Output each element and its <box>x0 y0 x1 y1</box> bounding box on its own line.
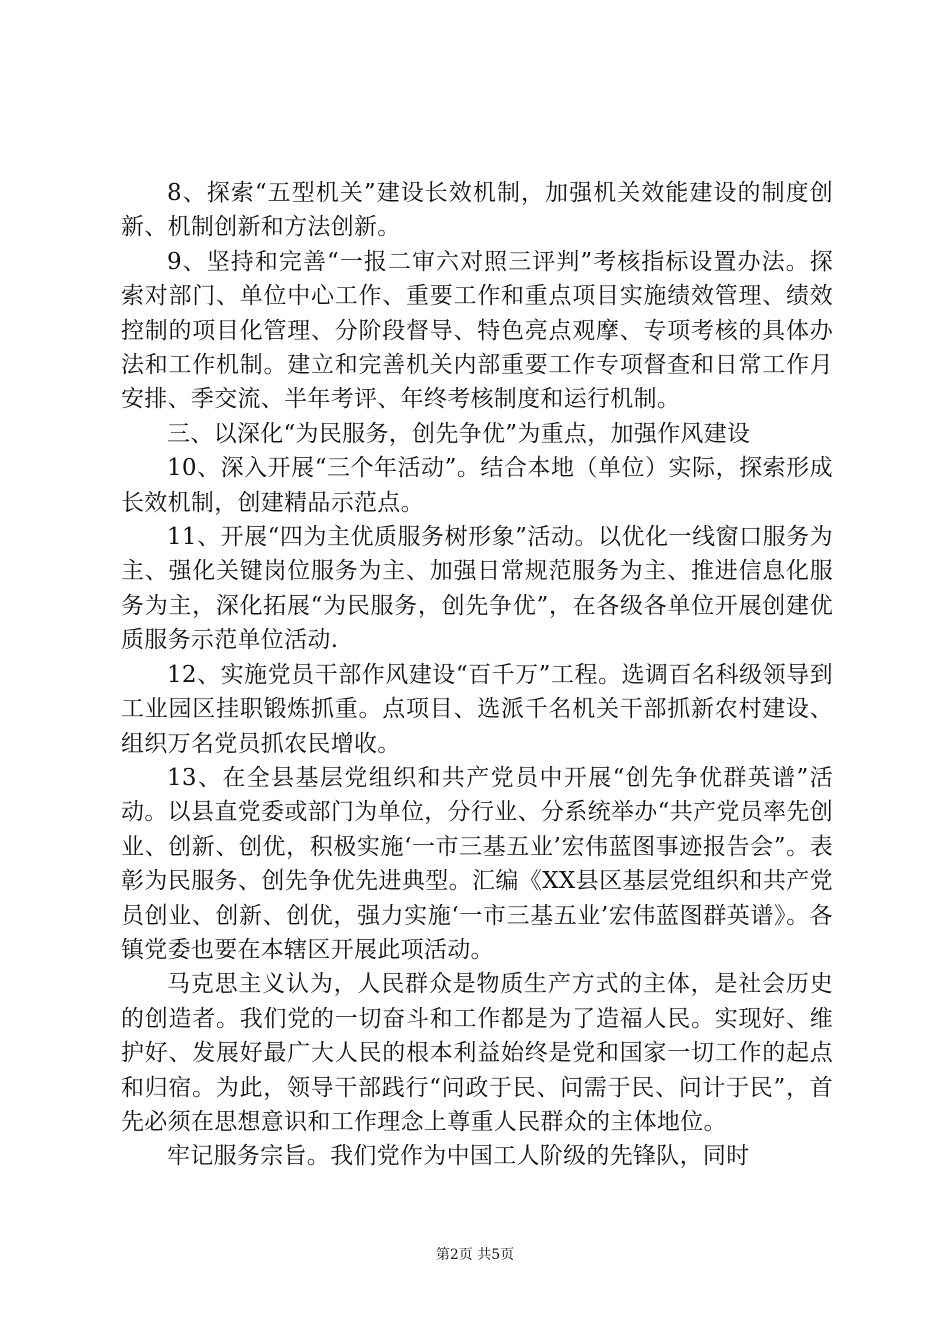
paragraph-service-purpose: 牢记服务宗旨。我们党作为中国工人阶级的先锋队，同时 <box>167 1143 750 1170</box>
page-number-footer: 第2页 共5页 <box>435 1247 515 1263</box>
paragraph-item-13: 13、在全县基层党组织和共产党员中开展“创先争优群英谱”活动。以县直党委或部门为单位，分行业、分系统举办“共产党员率先创业、创新、创优，积极实施‘一市三基五业’宏伟蓝图事迹报告会”。表彰为民服务、创先争优先进典型。汇编《XX县区基层党组织和共产党员创业、创新、创优，强力实施‘一市三基五业’宏伟蓝图群英谱》。各镇党委也要在本辖区开展此项活动。 <box>121 764 833 963</box>
document-body <box>121 176 833 1174</box>
section-heading-3: 三、以深化“为民服务，创先争优”为重点，加强作风建设 <box>167 420 751 447</box>
paragraph-item-9: 9、坚持和完善“一报二审六对照三评判”考核指标设置办法。探索对部门、单位中心工作、重要工作和重点项目实施绩效管理、绩效控制的项目化管理、分阶段督导、特色亮点观摩、专项考核的具体办法和工作机制。建立和完善机关内部重要工作专项督查和日常工作月安排、季交流、半年考评、年终考核制度和运行机制。 <box>121 248 833 413</box>
paragraph-item-10: 10、深入开展“三个年活动”。结合本地（单位）实际，探索形成长效机制，创建精品示范点。 <box>121 455 833 516</box>
paragraph-item-12: 12、实施党员干部作风建设“百千万”工程。选调百名科级领导到工业园区挂职锻炼抓重。点项目、选派千名机关干部抓新农村建设、组织万名党员抓农民增收。 <box>121 661 833 757</box>
paragraph-marxism: 马克思主义认为，人民群众是物质生产方式的主体，是社会历史的创造者。我们党的一切奋斗和工作都是为了造福人民。实现好、维护好、发展好最广大人民的根本利益始终是党和国家一切工作的起点和归宿。为此，领导干部践行“问政于民、问需于民、问计于民”，首先必须在思想意识和工作理念上尊重人民群众的主体地位。 <box>121 971 833 1135</box>
paragraph-item-8: 8、探索“五型机关”建设长效机制，加强机关效能建设的制度创新、机制创新和方法创新。 <box>121 180 833 241</box>
paragraph-item-11: 11、开展“四为主优质服务树形象”活动。以优化一线窗口服务为主、强化关键岗位服务为主、加强日常规范服务为主、推进信息化服务为主，深化拓展“为民服务，创先争优”，在各级各单位开展创建优质服务示范单位活动. <box>121 524 833 654</box>
